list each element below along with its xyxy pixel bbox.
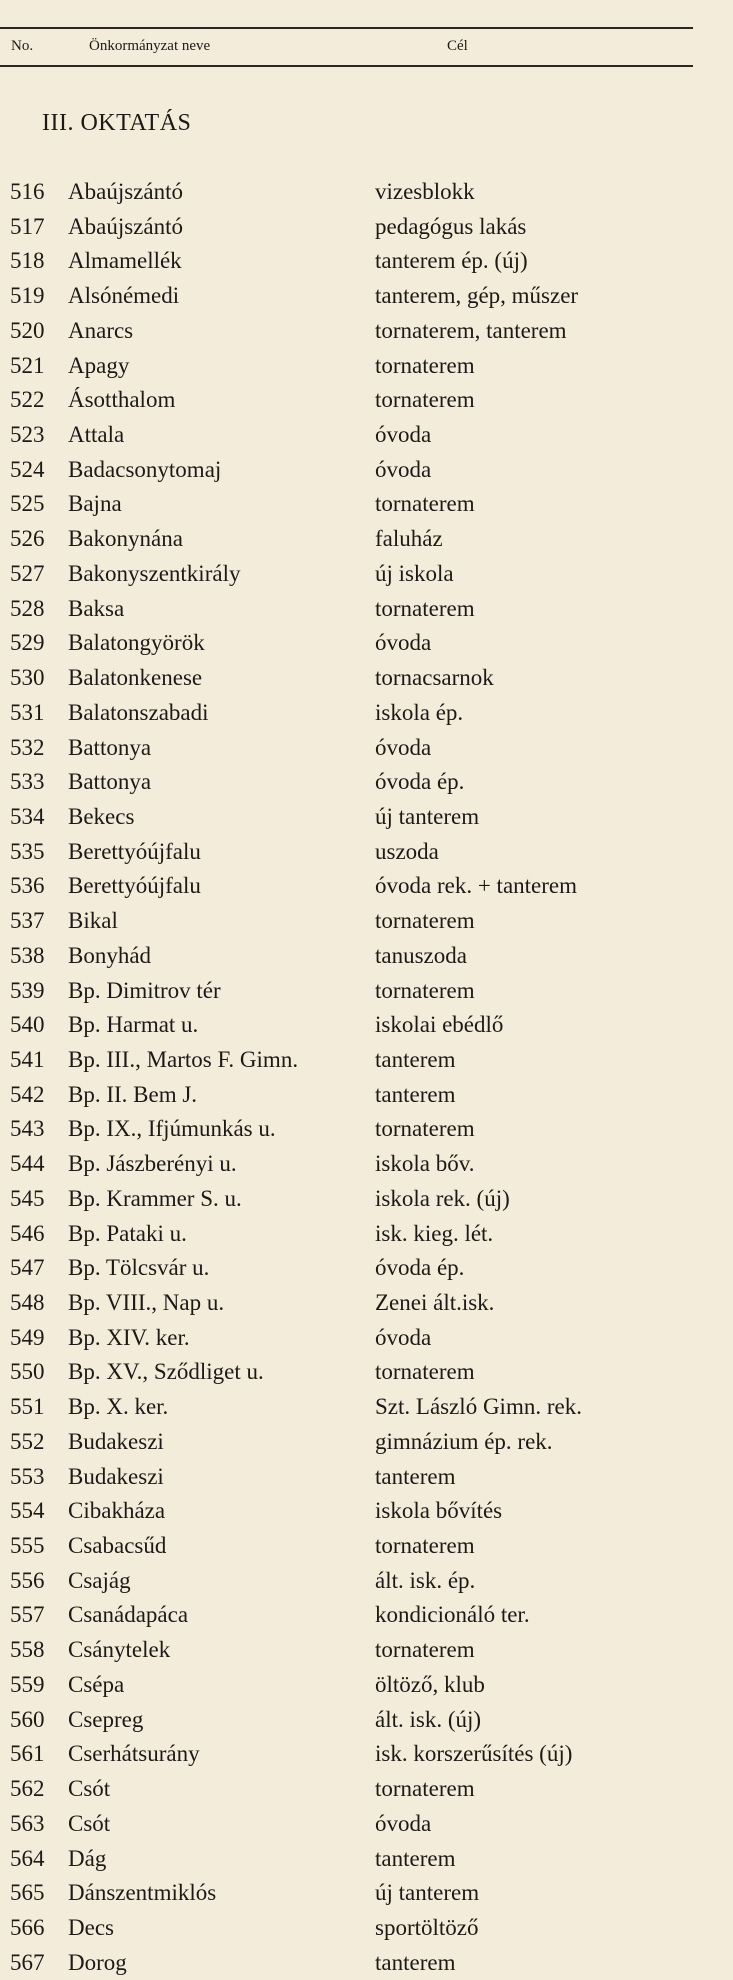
row-number: 543 <box>10 1116 45 1142</box>
row-goal: Szt. László Gimn. rek. <box>375 1394 582 1420</box>
row-goal: tornaterem <box>375 352 475 378</box>
row-goal: iskolai ebédlő <box>375 1012 504 1038</box>
row-number: 565 <box>10 1880 45 1906</box>
header-no: No. <box>11 38 34 54</box>
table-row <box>0 1251 693 1286</box>
table-row <box>0 1078 693 1113</box>
row-goal: óvoda <box>375 630 432 656</box>
row-goal: óvoda <box>375 422 432 448</box>
row-goal: tornacsarnok <box>375 665 494 691</box>
row-goal: gimnázium ép. rek. <box>375 1428 553 1454</box>
row-municipality: Csabacsűd <box>68 1533 167 1559</box>
row-number: 560 <box>10 1706 45 1732</box>
row-municipality: Ásotthalom <box>68 387 176 413</box>
table-row <box>0 731 693 766</box>
header-municipality-name: Önkormányzat neve <box>89 38 211 54</box>
row-number: 533 <box>10 769 45 795</box>
table-row <box>0 592 693 627</box>
row-goal: tornaterem, tanterem <box>375 317 567 343</box>
row-number: 526 <box>10 526 45 552</box>
row-number: 522 <box>10 387 45 413</box>
table-row <box>0 1946 693 1980</box>
row-number: 534 <box>10 803 45 829</box>
row-municipality: Csajág <box>68 1567 131 1593</box>
row-municipality: Berettyóújfalu <box>68 838 201 864</box>
row-municipality: Bp. X. ker. <box>68 1394 169 1420</box>
row-goal: tornaterem <box>375 908 475 934</box>
row-number: 527 <box>10 560 45 586</box>
table-row <box>0 1425 693 1460</box>
row-municipality: Dorog <box>68 1949 127 1975</box>
row-municipality: Anarcs <box>68 317 134 343</box>
table-row <box>0 244 693 279</box>
row-goal: iskola rek. (új) <box>375 1185 510 1211</box>
row-number: 557 <box>10 1602 45 1628</box>
row-goal: óvoda ép. <box>375 769 465 795</box>
table-row <box>0 1598 693 1633</box>
table-row <box>0 453 693 488</box>
row-goal: iskola ép. <box>375 699 464 725</box>
row-number: 516 <box>10 179 45 204</box>
row-number: 563 <box>10 1810 45 1836</box>
header-goal: Cél <box>447 38 468 54</box>
row-number: 545 <box>10 1185 45 1211</box>
row-municipality: Bp. Jászberényi u. <box>68 1151 237 1177</box>
row-goal: öltöző, klub <box>375 1671 485 1697</box>
row-municipality: Bakonyszentkirály <box>68 560 241 586</box>
table-row <box>0 1737 693 1772</box>
row-goal: uszoda <box>375 838 439 864</box>
row-goal: tornaterem <box>375 977 475 1003</box>
row-municipality: Almamellék <box>68 248 182 274</box>
row-goal: tanterem <box>375 1845 456 1871</box>
row-number: 537 <box>10 908 45 934</box>
row-goal: tanterem ép. (új) <box>375 248 528 274</box>
row-goal: óvoda <box>375 734 432 760</box>
row-municipality: Bikal <box>68 908 118 934</box>
table-row <box>0 626 693 661</box>
row-goal: óvoda ép. <box>375 1255 465 1281</box>
table-header <box>0 38 693 60</box>
row-goal: iskola bővítés <box>375 1498 503 1524</box>
row-number: 555 <box>10 1533 45 1559</box>
table-row <box>0 1494 693 1529</box>
table-row <box>0 349 693 384</box>
row-number: 567 <box>10 1949 45 1975</box>
row-number: 561 <box>10 1741 45 1767</box>
row-municipality: Csépa <box>68 1671 125 1697</box>
table-row <box>0 1217 693 1252</box>
table-row <box>0 175 693 210</box>
row-goal: tanterem <box>375 1463 456 1489</box>
row-municipality: Dánszentmiklós <box>68 1880 217 1906</box>
table-row <box>0 1008 693 1043</box>
row-municipality: Balatonszabadi <box>68 699 209 725</box>
table-row <box>0 314 693 349</box>
row-number: 518 <box>10 248 45 274</box>
row-municipality: Balatonkenese <box>68 665 203 691</box>
row-number: 531 <box>10 699 45 725</box>
row-goal: tornaterem <box>375 1776 475 1802</box>
table-row <box>0 1182 693 1217</box>
table-row <box>0 1772 693 1807</box>
row-municipality: Budakeszi <box>68 1463 164 1489</box>
row-municipality: Csanádapáca <box>68 1602 189 1628</box>
row-municipality: Bakonynána <box>68 526 183 552</box>
table-row <box>0 1321 693 1356</box>
row-municipality: Bp. IX., Ifjúmunkás u. <box>68 1116 276 1142</box>
row-municipality: Bajna <box>68 491 122 517</box>
table-row <box>0 1529 693 1564</box>
table-row <box>0 1668 693 1703</box>
row-municipality: Balatongyörök <box>68 630 205 656</box>
row-municipality: Baksa <box>68 595 125 621</box>
table-row <box>0 1043 693 1078</box>
row-municipality: Abaújszántó <box>68 213 183 239</box>
row-goal: tornaterem <box>375 595 475 621</box>
table-row <box>0 418 693 453</box>
row-number: 559 <box>10 1671 45 1697</box>
row-municipality: Bp. III., Martos F. Gimn. <box>68 1046 299 1072</box>
table-row <box>0 1842 693 1877</box>
row-number: 556 <box>10 1567 45 1593</box>
table-row <box>0 487 693 522</box>
table-row <box>0 522 693 557</box>
row-number: 542 <box>10 1081 45 1107</box>
table-row <box>0 1355 693 1390</box>
table-row <box>0 800 693 835</box>
row-municipality: Bp. Krammer S. u. <box>68 1185 242 1211</box>
row-number: 566 <box>10 1914 45 1940</box>
table-row <box>0 974 693 1009</box>
table-row <box>0 1460 693 1495</box>
header-rule <box>0 65 693 67</box>
row-goal: pedagógus lakás <box>375 213 527 239</box>
row-number: 532 <box>10 734 45 760</box>
row-municipality: Bp. Pataki u. <box>68 1220 187 1246</box>
row-number: 552 <box>10 1428 45 1454</box>
row-municipality: Cserhátsurány <box>68 1741 200 1767</box>
table-row <box>0 1564 693 1599</box>
row-number: 538 <box>10 942 45 968</box>
row-goal: óvoda <box>375 1324 432 1350</box>
row-goal: tornaterem <box>375 1637 475 1663</box>
table-row <box>0 904 693 939</box>
row-number: 541 <box>10 1046 45 1072</box>
row-goal: faluház <box>375 526 443 552</box>
row-goal: tornaterem <box>375 491 475 517</box>
row-municipality: Apagy <box>68 352 130 378</box>
section-title: III. OKTATÁS <box>42 110 192 136</box>
table-row <box>0 939 693 974</box>
row-number: 523 <box>10 422 45 448</box>
row-number: 524 <box>10 456 45 482</box>
row-number: 558 <box>10 1637 45 1663</box>
row-number: 520 <box>10 317 45 343</box>
row-goal: tanterem, gép, műszer <box>375 283 579 309</box>
row-goal: tanuszoda <box>375 942 467 968</box>
table-row <box>0 765 693 800</box>
row-number: 546 <box>10 1220 45 1246</box>
row-goal: tornaterem <box>375 1116 475 1142</box>
table-row <box>0 1911 693 1946</box>
row-goal: Zenei ált.isk. <box>375 1290 495 1315</box>
row-municipality: Bp. Tölcsvár u. <box>68 1255 210 1281</box>
row-goal: új tanterem <box>375 1880 480 1906</box>
row-number: 553 <box>10 1463 45 1489</box>
table-row <box>0 661 693 696</box>
row-number: 548 <box>10 1290 45 1315</box>
table-row <box>0 1703 693 1738</box>
row-municipality: Csánytelek <box>68 1637 171 1663</box>
row-goal: tanterem <box>375 1081 456 1107</box>
table-row <box>0 1807 693 1842</box>
table-row <box>0 1112 693 1147</box>
row-number: 539 <box>10 977 45 1003</box>
row-goal: óvoda rek. + tanterem <box>375 873 578 899</box>
row-municipality: Battonya <box>68 734 152 760</box>
table-row <box>0 1633 693 1668</box>
row-number: 525 <box>10 491 45 517</box>
row-goal: ált. isk. (új) <box>375 1706 482 1732</box>
row-number: 517 <box>10 213 45 239</box>
row-municipality: Csepreg <box>68 1706 144 1732</box>
table-row <box>0 279 693 314</box>
row-municipality: Csót <box>68 1810 111 1836</box>
row-goal: sportöltöző <box>375 1914 479 1940</box>
table-row <box>0 1390 693 1425</box>
table-row <box>0 1286 693 1321</box>
row-municipality: Alsónémedi <box>68 283 180 309</box>
row-goal: óvoda <box>375 1810 432 1836</box>
row-municipality: Dág <box>68 1845 107 1871</box>
table-row <box>0 210 693 245</box>
row-number: 547 <box>10 1255 45 1281</box>
row-goal: isk. korszerűsítés (új) <box>375 1741 573 1767</box>
row-municipality: Attala <box>68 422 125 448</box>
row-number: 521 <box>10 352 45 378</box>
row-goal: tanterem <box>375 1949 456 1975</box>
row-goal: új iskola <box>375 560 454 586</box>
table-row <box>0 383 693 418</box>
row-number: 528 <box>10 595 45 621</box>
row-municipality: Bp. Harmat u. <box>68 1012 199 1038</box>
row-municipality: Bp. VIII., Nap u. <box>68 1290 225 1315</box>
row-goal: isk. kieg. lét. <box>375 1220 494 1246</box>
row-number: 529 <box>10 630 45 656</box>
row-number: 554 <box>10 1498 45 1524</box>
table-row <box>0 1876 693 1911</box>
row-municipality: Bonyhád <box>68 942 152 968</box>
row-goal: ált. isk. ép. <box>375 1567 476 1593</box>
row-municipality: Bp. XV., Sződliget u. <box>68 1359 264 1385</box>
row-goal: óvoda <box>375 456 432 482</box>
row-municipality: Bp. Dimitrov tér <box>68 977 221 1003</box>
row-number: 564 <box>10 1845 45 1871</box>
row-goal: kondicionáló ter. <box>375 1602 530 1628</box>
row-number: 551 <box>10 1394 45 1420</box>
row-number: 530 <box>10 665 45 691</box>
table-row <box>0 1147 693 1182</box>
row-municipality: Csót <box>68 1776 111 1802</box>
row-goal: tornaterem <box>375 1533 475 1559</box>
row-municipality: Abaújszántó <box>68 179 183 204</box>
row-goal: tanterem <box>375 1046 456 1072</box>
row-number: 562 <box>10 1776 45 1802</box>
row-goal: iskola bőv. <box>375 1151 475 1177</box>
row-goal: új tanterem <box>375 803 480 829</box>
row-municipality: Cibakháza <box>68 1498 166 1524</box>
row-number: 535 <box>10 838 45 864</box>
row-municipality: Budakeszi <box>68 1428 164 1454</box>
row-goal: tornaterem <box>375 387 475 413</box>
row-number: 550 <box>10 1359 45 1385</box>
table-row <box>0 869 693 904</box>
table-row <box>0 557 693 592</box>
row-municipality: Bp. II. Bem J. <box>68 1081 198 1107</box>
row-municipality: Badacsonytomaj <box>68 456 222 482</box>
row-number: 519 <box>10 283 45 309</box>
table-row <box>0 696 693 731</box>
row-goal: tornaterem <box>375 1359 475 1385</box>
row-goal: vizesblokk <box>375 179 475 204</box>
row-municipality: Decs <box>68 1914 114 1940</box>
row-number: 536 <box>10 873 45 899</box>
row-number: 540 <box>10 1012 45 1038</box>
row-municipality: Berettyóújfalu <box>68 873 201 899</box>
row-municipality: Battonya <box>68 769 152 795</box>
row-number: 544 <box>10 1151 45 1177</box>
row-municipality: Bekecs <box>68 803 135 829</box>
row-number: 549 <box>10 1324 45 1350</box>
table-body <box>0 175 693 1980</box>
row-municipality: Bp. XIV. ker. <box>68 1324 190 1350</box>
top-rule <box>0 27 693 29</box>
table-row <box>0 835 693 870</box>
